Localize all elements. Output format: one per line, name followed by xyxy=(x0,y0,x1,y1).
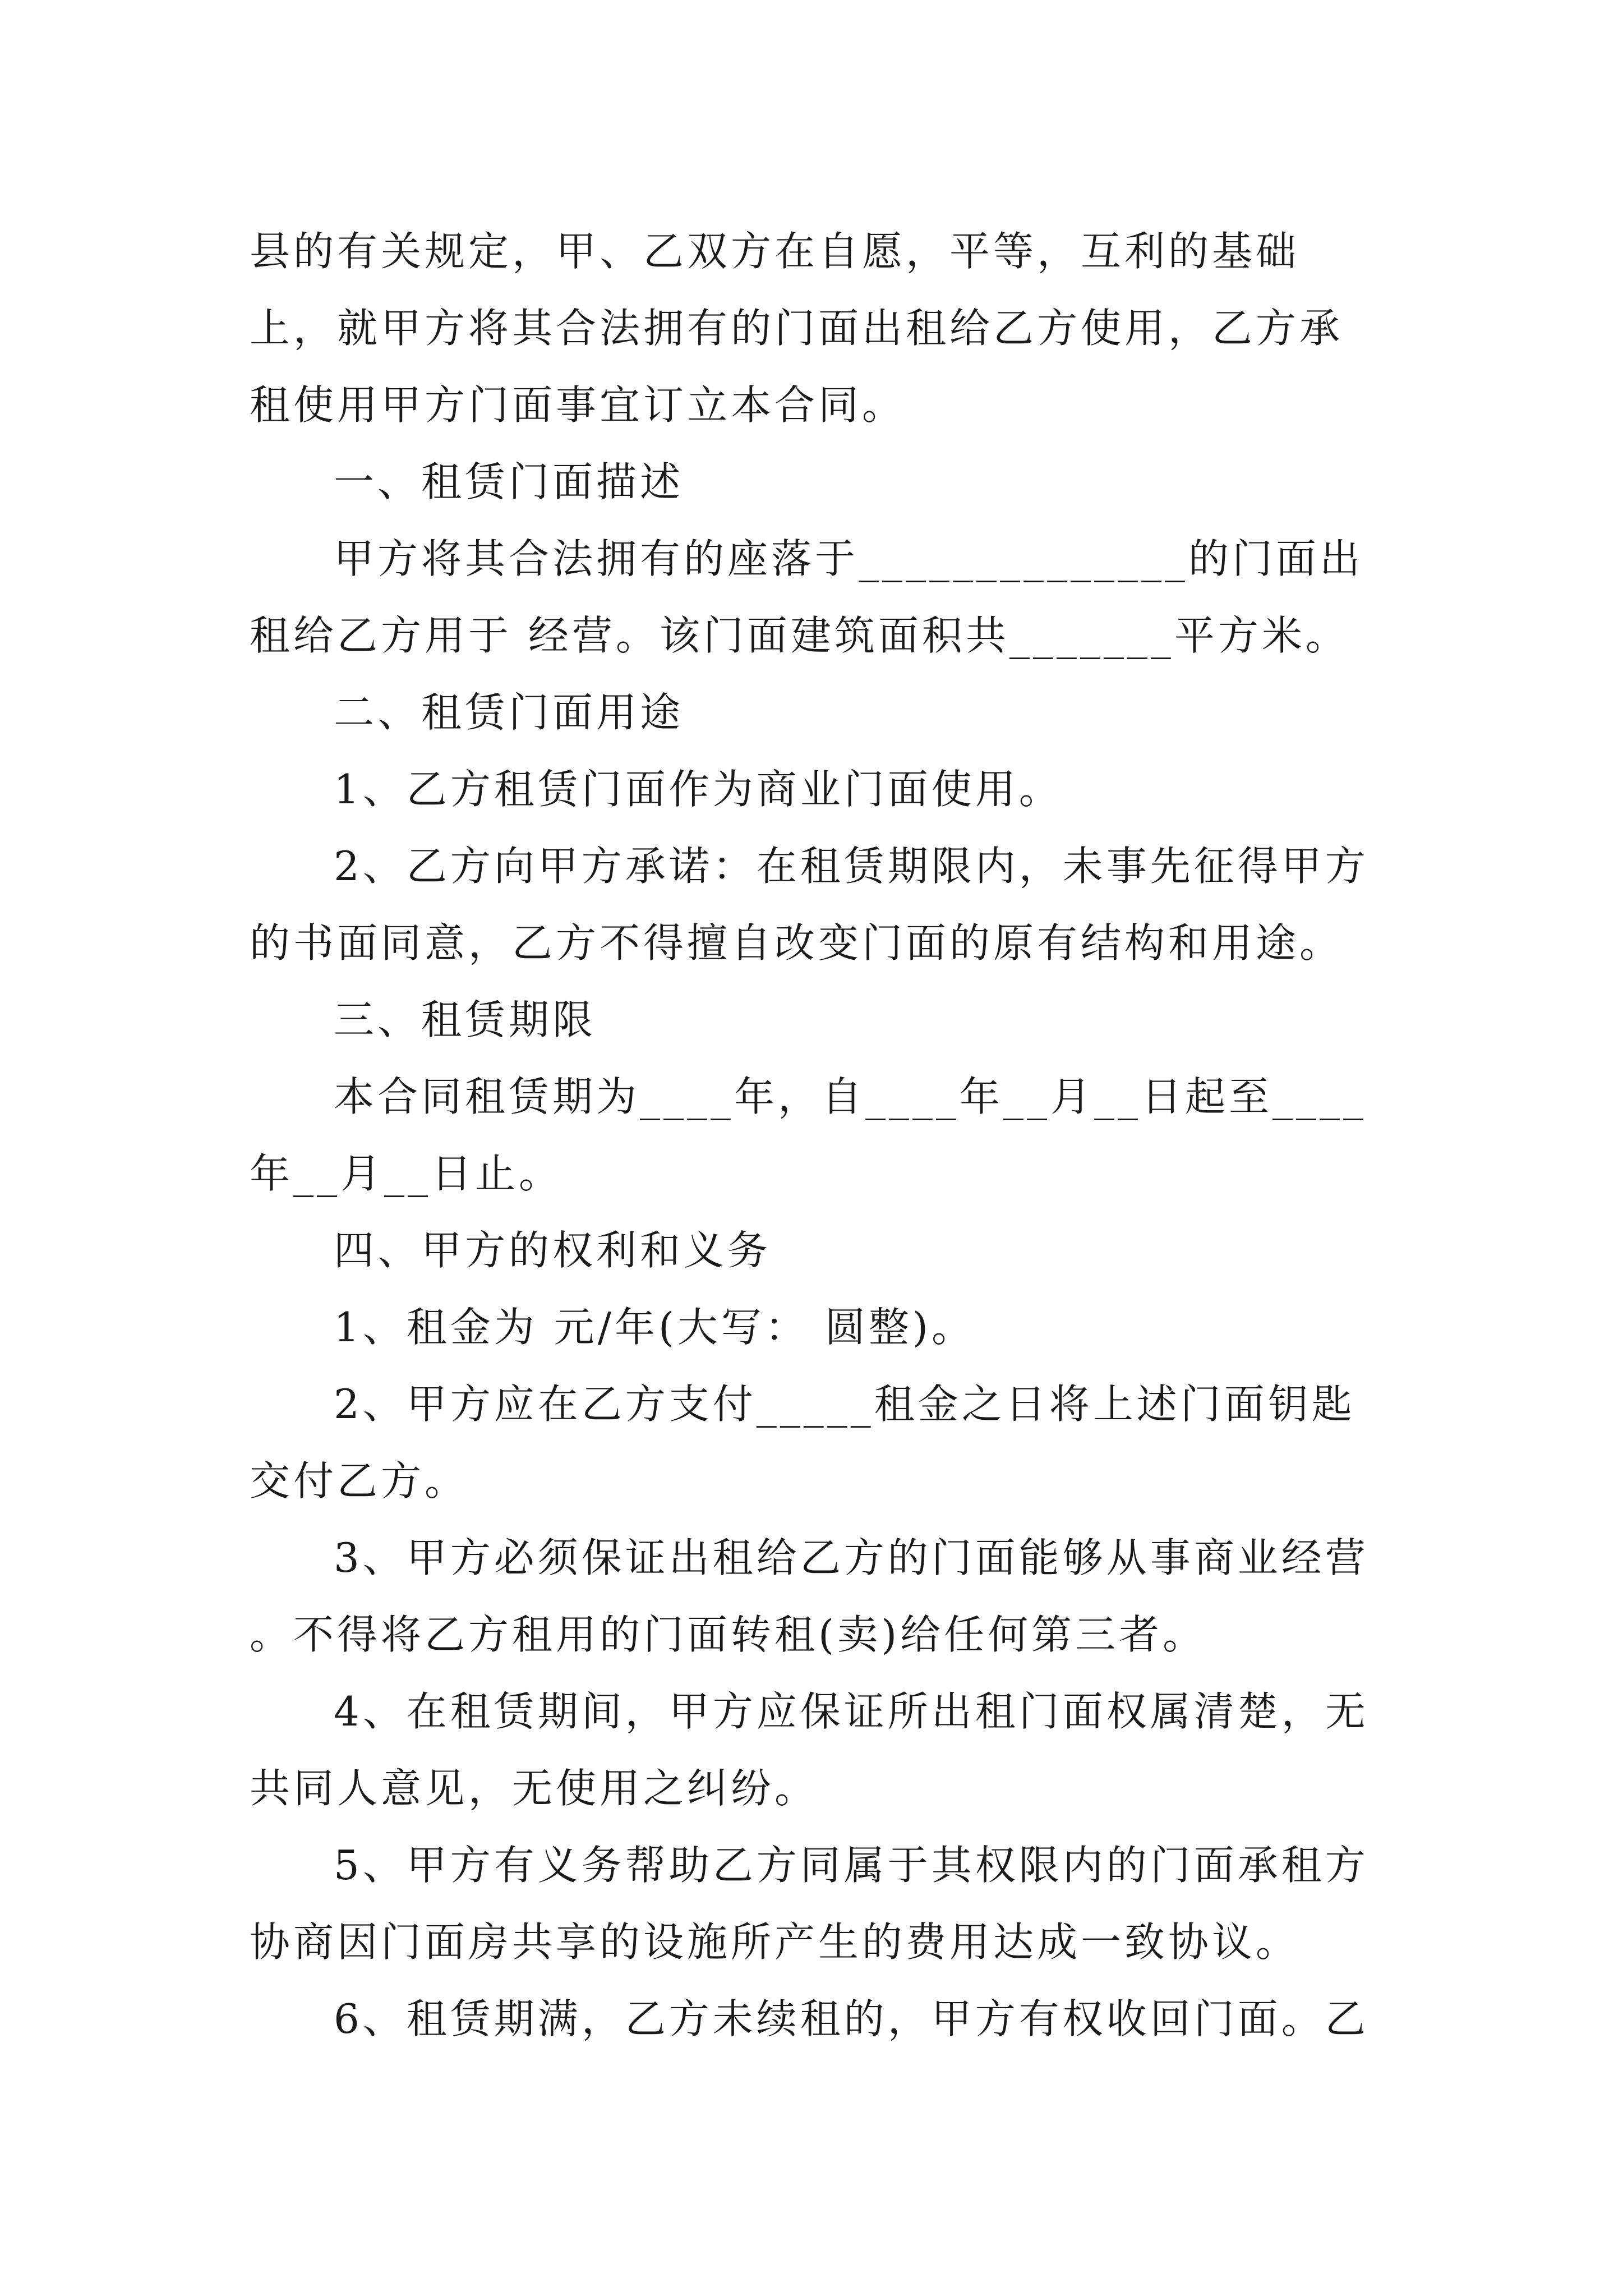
section-heading-3: 三、租赁期限 xyxy=(334,996,597,1043)
clause-3-term: 本合同租赁期为____年，自____年__月__日起至____年__月__日止。 xyxy=(250,1073,1367,1197)
paragraph-intro-continued: 县的有关规定，甲、乙双方在自愿，平等，互利的基础上，就甲方将其合法拥有的门面出租给乙方使用，乙方承租使用甲方门面事宜订立本合同。 xyxy=(250,228,1344,429)
clause-4-1: 1、租金为 元/年(大写： 圆整)。 xyxy=(334,1304,976,1351)
clause-4-6: 6、租赁期满，乙方未续租的，甲方有权收回门面。乙 xyxy=(334,1995,1369,2042)
clause-2-1: 1、乙方租赁门面作为商业门面使用。 xyxy=(334,766,1063,813)
clause-4-2: 2、甲方应在乙方支付_____租金之日将上述门面钥匙交付乙方。 xyxy=(250,1381,1355,1504)
clause-4-3: 3、甲方必须保证出租给乙方的门面能够从事商业经营 。不得将乙方租用的门面转租(卖)给任何第三者。 xyxy=(250,1534,1369,1658)
clause-4-5: 5、甲方有义务帮助乙方同属于其权限内的门面承租方协商因门面房共享的设施所产生的费用达成一致协议。 xyxy=(250,1842,1369,1966)
section-heading-1: 一、租赁门面描述 xyxy=(334,458,684,505)
clause-4-4: 4、在租赁期间，甲方应保证所出租门面权属清楚，无共同人意见，无使用之纠纷。 xyxy=(250,1688,1369,1812)
document-body xyxy=(250,213,1382,2058)
section-heading-2: 二、租赁门面用途 xyxy=(334,689,684,736)
section-heading-4: 四、甲方的权利和义务 xyxy=(334,1227,772,1274)
clause-2-2: 2、乙方向甲方承诺：在租赁期限内，未事先征得甲方的书面同意，乙方不得擅自改变门面的原有结构和用途。 xyxy=(250,843,1369,967)
paragraph-description: 甲方将其合法拥有的座落于______________的门面出租给乙方用于 经营。该门面建筑面积共_______平方米。 xyxy=(250,535,1364,659)
